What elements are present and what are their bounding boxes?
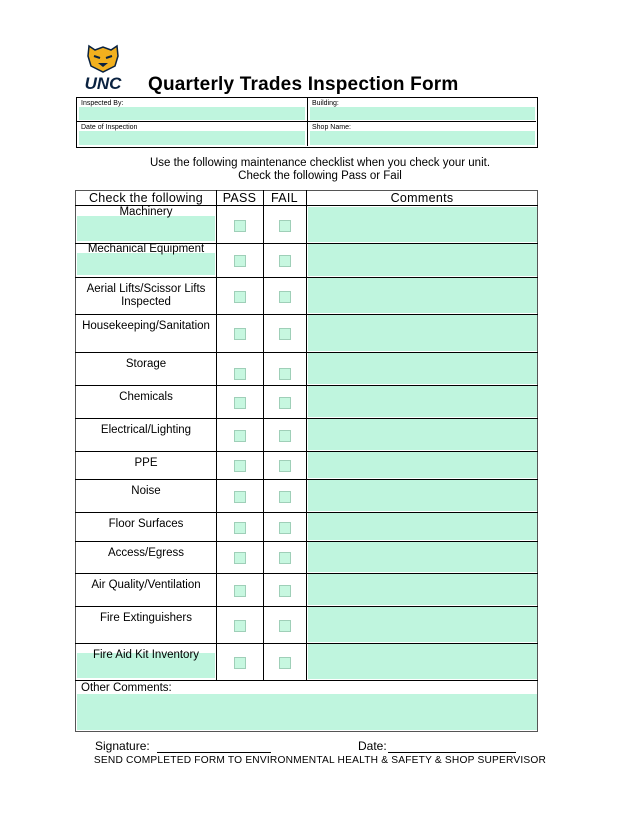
checklist-item-label: Housekeeping/Sanitation — [82, 320, 210, 332]
pass-checkbox[interactable] — [234, 430, 246, 442]
comment-field[interactable] — [308, 278, 537, 313]
bear-head-icon — [88, 46, 118, 72]
column-header-fail: FAIL — [271, 191, 298, 205]
pass-checkbox[interactable] — [234, 657, 246, 669]
item-field[interactable] — [77, 216, 215, 241]
fail-checkbox[interactable] — [279, 328, 291, 340]
fail-checkbox[interactable] — [279, 220, 291, 232]
comment-field[interactable] — [308, 644, 537, 679]
date-of-inspection-label: Date of Inspection — [81, 124, 138, 131]
building-label: Building: — [312, 100, 339, 107]
column-header-comments: Comments — [390, 191, 454, 205]
comment-field[interactable] — [308, 480, 537, 511]
fail-checkbox[interactable] — [279, 491, 291, 503]
fail-checkbox[interactable] — [279, 620, 291, 632]
checklist-item-label: Access/Egress — [107, 547, 185, 559]
inspected-by-field[interactable] — [79, 107, 305, 120]
pass-checkbox[interactable] — [234, 585, 246, 597]
pass-checkbox[interactable] — [234, 397, 246, 409]
fail-checkbox[interactable] — [279, 552, 291, 564]
checklist-item-label: Machinery — [119, 206, 173, 218]
comment-field[interactable] — [308, 244, 537, 276]
pass-checkbox[interactable] — [234, 491, 246, 503]
unc-bear-logo — [79, 42, 127, 92]
instructions-line-1: Use the following maintenance checklist when you check your unit. — [149, 157, 491, 169]
comment-field[interactable] — [308, 207, 537, 242]
header-fields-table — [76, 97, 538, 148]
pass-checkbox[interactable] — [234, 460, 246, 472]
pass-checkbox[interactable] — [234, 220, 246, 232]
fail-checkbox[interactable] — [279, 430, 291, 442]
date-label: Date: — [358, 739, 387, 753]
shop-name-cell — [308, 122, 536, 146]
date-field[interactable] — [388, 752, 516, 753]
pass-checkbox[interactable] — [234, 522, 246, 534]
inspected-by-cell — [77, 98, 307, 121]
pass-checkbox[interactable] — [234, 368, 246, 380]
checklist-item-label: Electrical/Lighting — [100, 424, 192, 436]
instructions-line-2: Check the following Pass or Fail — [238, 170, 402, 182]
pass-checkbox[interactable] — [234, 255, 246, 267]
page-title: Quarterly Trades Inspection Form — [148, 74, 459, 95]
checklist-item-label: Fire Aid Kit Inventory — [92, 649, 200, 661]
comment-field[interactable] — [308, 513, 537, 540]
fail-checkbox[interactable] — [279, 255, 291, 267]
other-comments-label: Other Comments: — [81, 682, 172, 694]
fail-checkbox[interactable] — [279, 522, 291, 534]
checklist-item-label: Air Quality/Ventilation — [91, 579, 201, 591]
pass-checkbox[interactable] — [234, 328, 246, 340]
shop-name-label: Shop Name: — [312, 124, 351, 131]
logo-text: UNC — [84, 74, 122, 92]
comment-field[interactable] — [308, 607, 537, 642]
fail-checkbox[interactable] — [279, 397, 291, 409]
fail-checkbox[interactable] — [279, 368, 291, 380]
building-cell — [308, 98, 536, 121]
shop-name-field[interactable] — [310, 131, 535, 145]
inspected-by-label: Inspected By: — [81, 100, 124, 107]
building-field[interactable] — [310, 107, 535, 120]
checklist-item-label: Chemicals — [119, 391, 173, 403]
date-of-inspection-cell — [77, 122, 307, 146]
checklist-item-label: Floor Surfaces — [108, 518, 184, 530]
fail-checkbox[interactable] — [279, 291, 291, 303]
comment-field[interactable] — [308, 452, 537, 478]
checklist-item-label: Aerial Lifts/Scissor Lifts Inspected — [86, 283, 206, 308]
checklist-item-label: Noise — [131, 485, 161, 497]
pass-checkbox[interactable] — [234, 291, 246, 303]
comment-field[interactable] — [308, 419, 537, 450]
comment-field[interactable] — [308, 386, 537, 417]
date-of-inspection-field[interactable] — [79, 131, 305, 145]
footer-instructions: SEND COMPLETED FORM TO ENVIRONMENTAL HEALTH & SAFETY & SHOP SUPERVISOR — [93, 755, 547, 766]
pass-checkbox[interactable] — [234, 620, 246, 632]
item-field[interactable] — [77, 253, 215, 275]
comment-field[interactable] — [308, 542, 537, 572]
checklist-item-label: Storage — [125, 358, 167, 370]
fail-checkbox[interactable] — [279, 460, 291, 472]
signature-label: Signature: — [95, 739, 150, 753]
checklist-item-label: Mechanical Equipment — [87, 243, 205, 255]
fail-checkbox[interactable] — [279, 585, 291, 597]
column-header-item: Check the following — [88, 191, 204, 205]
checklist-item-label: PPE — [134, 457, 158, 469]
comment-field[interactable] — [308, 315, 537, 351]
comment-field[interactable] — [308, 574, 537, 605]
checklist-item-label: Fire Extinguishers — [99, 612, 193, 624]
fail-checkbox[interactable] — [279, 657, 291, 669]
comment-field[interactable] — [308, 353, 537, 384]
row-divider — [75, 680, 538, 681]
other-comments-field[interactable] — [77, 694, 537, 730]
column-header-pass: PASS — [222, 191, 257, 205]
signature-field[interactable] — [157, 752, 271, 753]
pass-checkbox[interactable] — [234, 552, 246, 564]
